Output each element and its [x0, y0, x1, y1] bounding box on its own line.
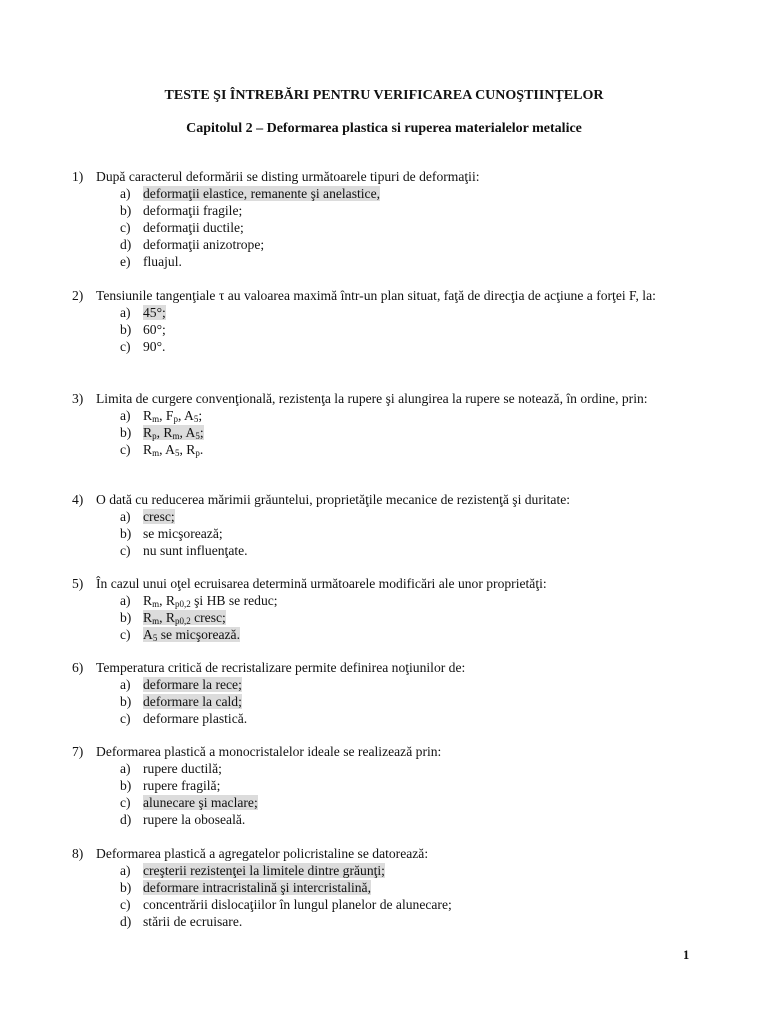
question-text: 1) După caracterul deformării se disting următoarele tipuri de deformaţii: — [72, 169, 480, 184]
question-3 — [72, 390, 696, 458]
option-a: a) deformare la rece; — [120, 677, 242, 692]
option-b: b) deformare la cald; — [120, 694, 242, 709]
option-d: d) rupere la oboseală. — [120, 812, 246, 827]
option-a: a) creşterii rezistenţei la limitele dintre grăunţi; — [120, 863, 385, 878]
option-b: b) $R_p$, $R_m$, $A_5$; — [120, 425, 204, 441]
question-text: 7) Deformarea plastică a monocristalelor ideale se realizează prin: — [72, 744, 442, 759]
option-c: c) deformare plastică. — [120, 711, 248, 726]
option-a: a) $R_m$, $F_p$, $A_5$; — [120, 408, 203, 424]
option-c: c) deformaţii ductile; — [120, 220, 244, 235]
question-text: 3) Limita de curgere convenţională, rezistenţa la rupere şi alungirea la rupere se notează, în ordine, prin: — [72, 391, 648, 406]
option-c: c) alunecare şi maclare; — [120, 795, 258, 810]
options-list — [72, 760, 696, 828]
question-text: 4) O dată cu reducerea mărimii grăuntelui, proprietăţile mecanice de rezistenţă şi duritate: — [72, 492, 571, 507]
option-d: d) stării de ecruisare. — [120, 914, 243, 929]
option-a: a) $R_m$, $R_{p0,2}$ şi HB se reduc; — [120, 593, 278, 609]
option-b: b) $R_m$, $R_{p0,2}$ cresc; — [120, 610, 226, 626]
options-list — [72, 676, 696, 727]
option-c: c) $A_5$ se micşorează. — [120, 627, 240, 643]
option-b: b) 60°; — [120, 322, 166, 337]
question-text: 5) În cazul unui oţel ecruisarea determină următoarele modificări ale unor proprietăţi: — [72, 576, 547, 591]
question-4 — [72, 491, 696, 559]
option-b: b) se micşorează; — [120, 526, 223, 541]
options-list — [72, 862, 696, 930]
page-number: 1 — [683, 948, 690, 962]
question-8 — [72, 845, 696, 930]
question-text: 2) Tensiunile tangenţiale τ au valoarea maximă într-un plan situat, faţă de direcţia de acţiune a forţei F, la: — [72, 288, 656, 303]
option-c: c) 90°. — [120, 339, 166, 354]
option-b: b) deformaţii fragile; — [120, 203, 243, 218]
option-a: a) deformaţii elastice, remanente şi anelastice, — [120, 186, 381, 201]
option-a: a) rupere ductilă; — [120, 761, 222, 776]
page-title: TESTE ŞI ÎNTREBĂRI PENTRU VERIFICAREA CUNOŞTIINŢELOR — [164, 88, 604, 103]
question-text: 8) Deformarea plastică a agregatelor policristaline se datorează: — [72, 846, 429, 861]
question-6 — [72, 659, 696, 727]
option-d: d) deformaţii anizotrope; — [120, 237, 265, 252]
option-a: a) 45°; — [120, 305, 166, 320]
question-5 — [72, 575, 696, 643]
options-list — [72, 185, 696, 270]
options-list — [72, 508, 696, 559]
option-c: c) nu sunt influenţate. — [120, 543, 248, 558]
option-b: b) deformare intracristalină şi intercristalină, — [120, 880, 371, 895]
options-list — [72, 592, 696, 643]
option-a: a) cresc; — [120, 509, 175, 524]
option-b: b) rupere fragilă; — [120, 778, 221, 793]
chapter-subtitle: Capitolul 2 – Deformarea plastica si ruperea materialelor metalice — [186, 121, 582, 136]
option-c: c) concentrării dislocaţiilor în lungul planelor de alunecare; — [120, 897, 452, 912]
option-c: c) $R_m$, $A_5$, $R_p$. — [120, 442, 204, 458]
options-list — [72, 407, 696, 458]
question-7 — [72, 743, 696, 828]
question-text: 6) Temperatura critică de recristalizare permite definirea noţiunilor de: — [72, 660, 466, 675]
option-e: e) fluajul. — [120, 254, 182, 269]
options-list — [72, 304, 696, 355]
question-2 — [72, 287, 696, 355]
question-1 — [72, 168, 696, 270]
